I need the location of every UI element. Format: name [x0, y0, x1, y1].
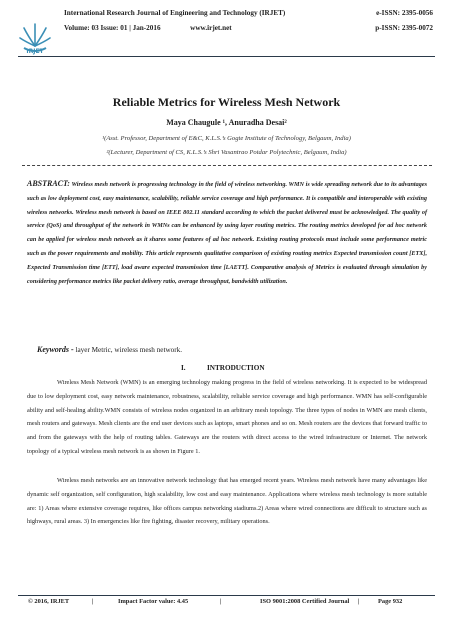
- abstract-text: Wireless mesh network is progressing technology in the field of wireless networking. WMN is wide spreading network due to its advantages such as low deployment cost, easy maintenance, scalability, reliable service coverage and high performance. It is compatible and interoperable with existing wireless networks. Wireless mesh network is based on IEEE 802.11 standard according to which the packet delivered must be acknowledged. The quality of service (QoS) and throughput of the network in WMNs can be enhanced by using layer routing metrics. The routing metrics developed for ad hoc network can be applied for wireless mesh network as it shares some features of ad hoc network. Existing routing protocols must include some performance metric such as the power requirements and mobility. This article represents qualitative comparison of existing routing metrics Expected transmission count [ETX], Expected Transmission time [ETT], load aware expected transmission time [LAETT]. Comparative analysis of Metrics is evaluated through simulation by considering performance metrics like packet delivery ratio, average throughput, bandwidth utilization.: [27, 181, 427, 285]
- footer-sep-3: |: [358, 598, 360, 605]
- journal-issue: [64, 24, 232, 32]
- intro-paragraph-1: Wireless Mesh Network (WMN) is an emerging technology making progress in the field of wireless networking. It is expected to be widespread due to low deployment cost, easy network maintenance, robustness, scalability, reliable service coverage and high performance. WMN has self-configurable ability and self-healing ability.WMN consists of wireless nodes organized in an arbitrary mesh topology. The three types of nodes in WMN are mesh clients, mesh routers and gateways. Mesh clients are the end user devices such as laptops, smart phones and so on. Mesh routers are the devices that forward traffic to and from the gateways with the help of routing tables. Gateways are the routers with direct access to the wired infrastructure or Internet. The network topology of a typical wireless mesh network is as shown in Figure 1.: [27, 379, 427, 455]
- keywords-text: layer Metric, wireless mesh network.: [73, 346, 183, 354]
- issue-text: Volume: 03 Issue: 01 | Jan-2016: [64, 24, 161, 32]
- footer-copyright: © 2016, IRJET: [28, 598, 70, 605]
- paper-authors: Maya Chaugule ¹, Anuradha Desai²: [166, 118, 287, 127]
- footer-sep-1: |: [92, 598, 94, 605]
- dashed-divider: [22, 165, 432, 166]
- journal-name: International Research Journal of Engineering and Technology (IRJET): [64, 9, 286, 17]
- footer-impact: Impact Factor value: 4.45: [118, 598, 189, 605]
- intro-paragraph-2: Wireless mesh networks are an innovative network technology that has emerged recent years. Wireless mesh network have many advantages like dynamic self organization, self configuration, high scalability, low cost and easy maintenance. Applications where wireless mesh technology is more suitable are: 1) Areas where extensive coverage requires, like offices campus networking stadiums.2) Areas where wired connections are difficult to structure such as highways, rural areas. 3) In emergencies like fire fighting, disaster recovery, military operations.: [27, 477, 427, 526]
- footer-page: Page 932: [378, 598, 403, 605]
- eissn: e-ISSN: 2395-0056: [376, 9, 433, 17]
- section-title: INTRODUCTION: [207, 364, 265, 372]
- keywords-label: Keywords -: [37, 345, 74, 354]
- keywords: [37, 345, 182, 354]
- header-divider: [18, 56, 435, 57]
- abstract: [27, 177, 427, 288]
- affiliation-2: ²(Lecturer, Department of CS, K.L.S.’s Shri Vasantrao Potdar Polytechnic, Belgaum, India): [106, 149, 347, 156]
- abstract-label: ABSTRACT:: [27, 179, 70, 188]
- footer-iso: ISO 9001:2008 Certified Journal: [260, 598, 350, 605]
- paper-title: Reliable Metrics for Wireless Mesh Network: [112, 95, 341, 109]
- affiliation-1: ¹(Asst. Professor, Department of E&C, K.L.S.’s Gogte Institute of Technology, Belgaum, India): [102, 135, 351, 142]
- website-link[interactable]: www.irjet.net: [190, 24, 232, 32]
- logo-wordmark: IRJET: [26, 48, 44, 55]
- pissn: p-ISSN: 2395-0072: [375, 24, 433, 32]
- footer-sep-2: |: [220, 598, 222, 605]
- journal-header: [0, 0, 453, 62]
- section-number: I.: [181, 364, 186, 372]
- footer-divider: [18, 595, 435, 596]
